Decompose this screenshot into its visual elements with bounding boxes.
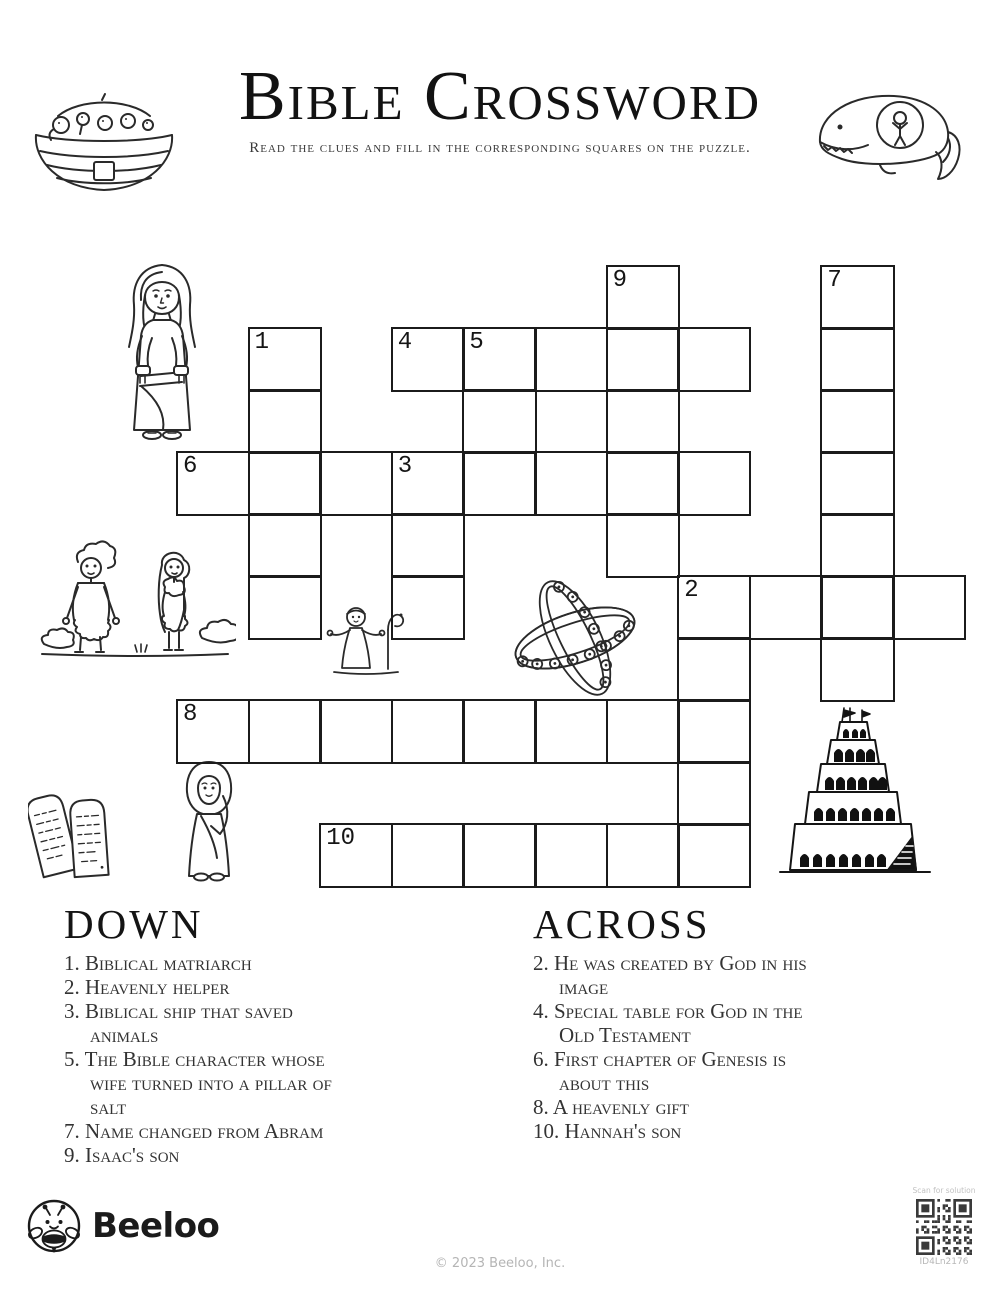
clue-line: animals: [90, 1023, 159, 1047]
jonah-whale-icon: [810, 80, 968, 188]
clue-line: Old Testament: [559, 1023, 691, 1047]
grid-cell-4: [391, 327, 465, 392]
grid-cell-number: 7: [827, 267, 842, 294]
across-clues-section: [533, 902, 963, 1143]
adam-and-eve-icon: [34, 540, 236, 668]
down-heading: DOWN: [64, 901, 204, 947]
grid-cell: [319, 451, 393, 516]
grid-cell: [606, 823, 680, 888]
clue-line: about this: [559, 1071, 650, 1095]
grid-cell-7: [820, 265, 894, 330]
clue-line: 5. The Bible character whose: [64, 1047, 325, 1071]
grid-cell: [820, 575, 894, 640]
noahs-ark-icon: [30, 90, 178, 198]
grid-cell-6: [176, 451, 250, 516]
grid-cell: [749, 575, 823, 640]
grid-cell-2: [677, 575, 751, 640]
clue-line: image: [559, 975, 609, 999]
ophanim-angel-wheels-icon: [504, 572, 646, 704]
beeloo-bee-logo-icon: [26, 1198, 82, 1254]
grid-cell: [820, 389, 894, 454]
grid-cell-5: [462, 327, 536, 392]
copyright-text: © 2023 Beeloo, Inc.: [434, 1256, 566, 1271]
clue-line: wife turned into a pillar of: [90, 1071, 332, 1095]
grid-cell: [391, 699, 465, 764]
down-clue-list: [64, 951, 484, 1167]
grid-cell: [248, 389, 322, 454]
grid-cell: [391, 575, 465, 640]
grid-cell: [534, 327, 608, 392]
grid-cell-number: 9: [612, 267, 627, 294]
grid-cell-number: 5: [469, 329, 484, 356]
grid-cell: [534, 699, 608, 764]
clue-line: 4. Special table for God in the: [533, 999, 803, 1023]
clue-line: 2. He was created by God in his: [533, 951, 807, 975]
tower-of-babel-icon: [770, 700, 938, 882]
grid-cell: [248, 575, 322, 640]
grid-cell: [820, 327, 894, 392]
veiled-woman-icon: [178, 758, 240, 882]
grid-cell: [462, 451, 536, 516]
grid-cell-number: 8: [183, 701, 198, 728]
clue-line: 1. Biblical matriarch: [64, 951, 252, 975]
clue-line: 7. Name changed from Abram: [64, 1119, 324, 1143]
grid-cell: [606, 513, 680, 578]
clue-line: 3. Biblical ship that saved: [64, 999, 293, 1023]
grid-cell-number: 3: [397, 453, 413, 480]
grid-cell: [534, 451, 608, 516]
grid-cell: [677, 637, 751, 702]
qr-id: ID4Ln2176: [919, 1257, 969, 1267]
grid-cell: [248, 451, 322, 516]
page-subtitle: Read the clues and fill in the corresponding squares on the puzzle.: [249, 140, 751, 156]
grid-cell: [820, 451, 894, 516]
grid-cell: [677, 451, 751, 516]
grid-cell: [677, 327, 751, 392]
grid-cell: [606, 389, 680, 454]
clue-line: 9. Isaac's son: [64, 1143, 180, 1167]
clue-line: 8. A heavenly gift: [533, 1095, 689, 1119]
grid-cell: [248, 513, 322, 578]
grid-cell-9: [606, 265, 680, 330]
down-clues-section: [64, 902, 484, 1167]
grid-cell: [677, 699, 751, 764]
grid-cell: [248, 699, 322, 764]
biblical-woman-icon: [112, 260, 212, 448]
grid-cell-1: [248, 327, 322, 392]
clue-line: 10. Hannah's son: [533, 1119, 682, 1143]
grid-cell: [892, 575, 966, 640]
grid-cell: [534, 823, 608, 888]
grid-cell-number: 4: [397, 329, 413, 356]
grid-cell: [606, 451, 680, 516]
grid-cell-number: 6: [183, 453, 198, 480]
grid-cell: [319, 699, 393, 764]
ten-commandments-tablets-icon: [28, 788, 116, 882]
clue-line: salt: [90, 1095, 127, 1119]
grid-cell-10: [319, 823, 393, 888]
clue-line: 2. Heavenly helper: [64, 975, 230, 999]
grid-cell-8: [176, 699, 250, 764]
grid-cell-number: 10: [326, 825, 355, 852]
grid-cell: [820, 637, 894, 702]
grid-cell: [820, 513, 894, 578]
grid-cell: [677, 823, 751, 888]
grid-cell: [606, 699, 680, 764]
grid-cell-number: 1: [254, 329, 269, 356]
across-heading: ACROSS: [533, 901, 711, 947]
grid-cell-number: 2: [684, 577, 699, 604]
grid-cell: [391, 513, 465, 578]
across-clue-list: [533, 951, 963, 1143]
grid-cell: [462, 823, 536, 888]
page-title: Bible Crossword: [238, 58, 762, 135]
qr-code-icon: [916, 1199, 972, 1255]
grid-cell: [606, 327, 680, 392]
qr-caption: Scan for solution: [912, 1186, 976, 1195]
clue-line: 6. First chapter of Genesis is: [533, 1047, 787, 1071]
brand-footer: [26, 1198, 219, 1254]
qr-block: [902, 1186, 986, 1267]
grid-cell: [391, 823, 465, 888]
grid-cell: [677, 761, 751, 826]
grid-cell: [462, 699, 536, 764]
grid-cell-3: [391, 451, 465, 516]
grid-cell: [462, 389, 536, 454]
brand-name: Beeloo: [92, 1206, 220, 1246]
